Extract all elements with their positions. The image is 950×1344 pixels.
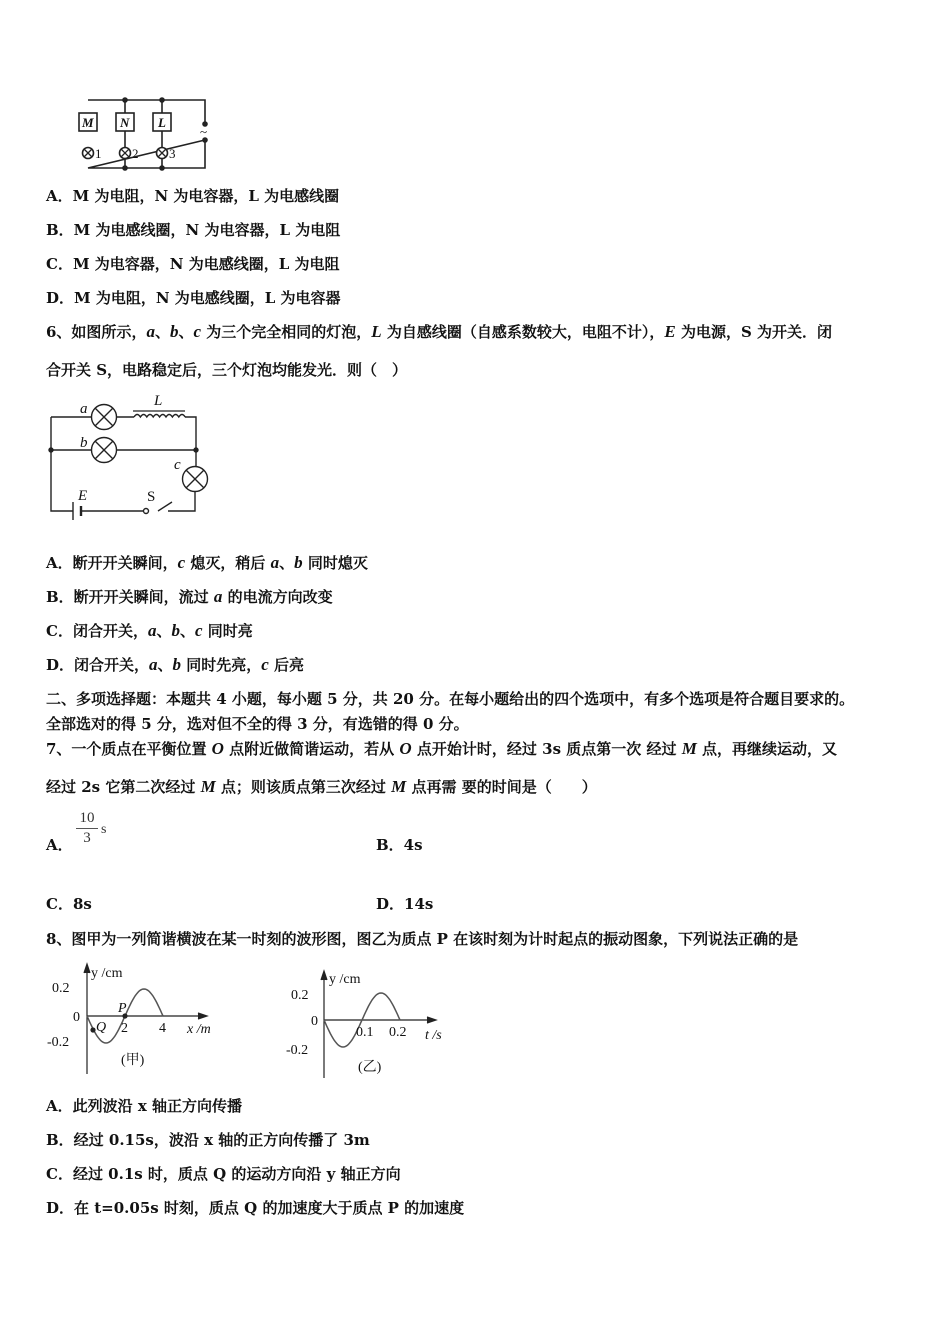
text-segment: 同时熄灭 [302,554,368,572]
fig6-switch [144,509,149,514]
fig5-ac-source: ~ [200,124,208,139]
text-segment: A．M 为电阻，N 为电容器，L 为电感线圈 [46,187,340,205]
text-segment: 点；则该质点第三次经过 [215,778,392,796]
chart-yi-ytick: 0.2 [291,988,309,1003]
text-segment: B．断开开关瞬间，流过 [46,588,214,606]
text-segment: 为自感线圈（自感系数较大，电阻不计）， [381,323,665,341]
chart-jia-ytick: 0.2 [52,981,70,996]
text-segment: 的电流方向改变 [222,588,333,606]
chart-jia-ytick: 0 [73,1010,80,1025]
text-segment: B．4s [376,836,423,854]
text-segment: 后亮 [268,656,305,674]
text-segment: 全部选对的得 5 分，选对但不全的得 3 分，有选错的得 0 分。 [46,715,469,733]
text-segment: A．此列波沿 x 轴正方向传播 [46,1097,243,1115]
chart-jia-title: (甲) [121,1053,145,1068]
text-segment: A．断开开关瞬间， [46,554,178,572]
fig6-inductor [134,415,185,418]
text-segment: 为三个完全相同的灯泡， [201,323,372,341]
chart-jia-xtick: 2 [121,1021,128,1036]
italic-variable: b [171,621,180,640]
italic-variable: c [193,322,202,341]
chart-yi-xtick: 0.2 [389,1025,407,1040]
italic-variable: M [681,739,697,758]
fig5-lamp-label-2: 2 [132,146,139,161]
text-segment: D．在 t=0.05s 时刻，质点 Q 的加速度大于质点 P 的加速度 [46,1199,465,1217]
fraction-denominator: 3 [83,830,91,846]
italic-variable: a [146,322,155,341]
text-segment: D．14s [376,895,434,913]
text-segment: 、 [279,554,295,572]
fig5-lamp-label-3: 3 [169,146,176,161]
fig5-label-n: N [120,115,130,130]
italic-variable: M [200,777,216,796]
fig6-label-a: a [80,401,88,417]
italic-variable: a [149,655,158,674]
chart-jia-ylabel: y /cm [91,966,123,981]
chart-yi-ytick: 0 [311,1014,318,1029]
text-segment: 二、多项选择题：本题共 4 小题，每小题 5 分，共 20 分。在每小题给出的四个选项中，有多个选项是符合题目要求的。 [46,690,855,708]
chart-yi-xtick: 0.1 [356,1025,374,1040]
text-segment: 同时亮 [202,622,253,640]
text-segment: C．M 为电容器，N 为电感线圈，L 为电阻 [46,255,340,273]
text-segment: C．8s [46,895,92,913]
text-segment: 点，再继续运动，又 [696,740,838,758]
text-segment: 8、图甲为一列简谐横波在某一时刻的波形图，图乙为质点 P 在该时刻为计时起点的振动图象，下列说法正确的是 [46,930,799,948]
chart-yi-ytick: -0.2 [286,1043,309,1058]
text-segment: 熄灭，稍后 [185,554,271,572]
chart-yi [286,971,442,1078]
chart-jia-point-q [91,1028,95,1032]
text-segment: 6、如图所示， [46,323,147,341]
text-segment: 同时先亮， [181,656,262,674]
chart-yi-xlabel: t /s [425,1028,442,1043]
italic-variable: b [169,322,179,341]
text-segment: 为电源，S 为开关．闭 [675,323,833,341]
fig5-label-m: M [82,115,94,130]
fig6-label-c: c [174,457,181,473]
fig5-label-l: L [158,115,166,130]
chart-yi-title: (乙) [358,1060,382,1075]
fig6-label-e: E [78,488,88,504]
text-segment: A． [46,836,73,854]
text-segment: 、 [154,323,170,341]
italic-variable: b [294,553,303,572]
text-segment: D．闭合开关， [46,656,150,674]
text-segment: B．经过 0.15s，波沿 x 轴的正方向传播了 3m [46,1131,370,1149]
text-segment: 7、一个质点在平衡位置 [46,740,212,758]
chart-jia [47,964,211,1074]
italic-variable: O [399,739,412,758]
text-segment: 、 [157,656,173,674]
italic-variable: c [194,621,203,640]
italic-variable: E [664,322,676,341]
chart-jia-label-p: P [118,1001,127,1016]
text-segment: 、 [156,622,172,640]
italic-variable: b [172,655,182,674]
fig6-label-b: b [80,435,88,451]
fraction-numerator: 10 [79,810,95,826]
chart-yi-ylabel: y /cm [329,972,361,987]
text-segment: 、 [179,622,195,640]
text-segment: D．M 为电阻，N 为电感线圈，L 为电容器 [46,289,341,307]
fig6-circuit [49,393,208,520]
text-segment: 经过 2s 它第二次经过 [46,778,201,796]
text-segment: 合开关 S，电路稳定后，三个灯泡均能发光．则（ ） [46,361,408,379]
text-segment: 、 [178,323,194,341]
italic-variable: O [211,739,224,758]
fig6-label-s: S [147,489,156,505]
fraction-unit: s [101,822,107,837]
italic-variable: a [213,587,223,606]
italic-variable: a [147,621,157,640]
italic-variable: c [177,553,186,572]
fig5-wires [88,100,208,168]
text-segment: 点开始计时，经过 3s 质点第一次 经过 [411,740,682,758]
italic-variable: M [391,777,407,796]
chart-jia-label-q: Q [96,1020,107,1035]
fig5-lamp-label-1: 1 [95,146,102,161]
chart-jia-xtick: 4 [159,1021,166,1036]
italic-variable: a [270,553,280,572]
text-segment: C．闭合开关， [46,622,148,640]
text-segment: B．M 为电感线圈，N 为电容器，L 为电阻 [46,221,341,239]
text-segment: 点附近做简谐运动，若从 [223,740,400,758]
text-segment: 点再需 要的时间是（ ） [406,778,597,796]
fig6-label-l: L [154,393,163,409]
chart-jia-xlabel: x /m [187,1022,211,1037]
italic-variable: c [261,655,269,674]
italic-variable: L [371,322,382,341]
text-segment: C．经过 0.1s 时，质点 Q 的运动方向沿 y 轴正方向 [46,1165,401,1183]
fig5-circuit [79,98,207,170]
chart-jia-ytick: -0.2 [47,1035,70,1050]
